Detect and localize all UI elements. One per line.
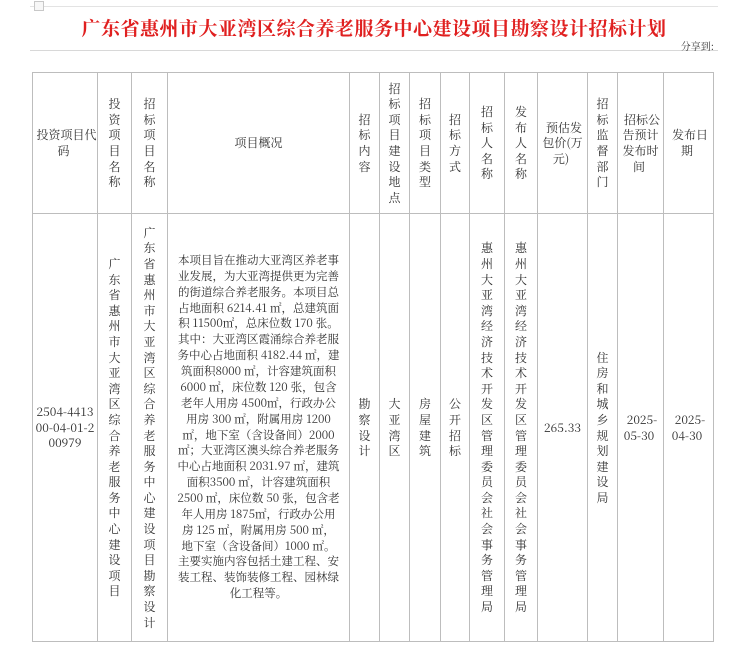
header-location: 招标项目建设地点: [380, 73, 410, 214]
cell-supervisor: 住房和城乡规划建设局: [588, 214, 618, 642]
table-row: [33, 214, 714, 642]
header-supervisor: 招标监督部门: [588, 73, 618, 214]
cell-estimate: 265.33: [538, 214, 588, 642]
header-publisher: 发布人名称: [505, 73, 538, 214]
cell-publisher: 惠州大亚湾经济技术开发区管理委员会社会事务管理局: [505, 214, 538, 642]
broken-image-icon: [34, 1, 44, 11]
header-notice-date: 招标公告预计发布时间: [618, 73, 664, 214]
header-investment-code: 投资项目代码: [33, 73, 98, 214]
header-tender-name: 招标项目名称: [132, 73, 168, 214]
cell-method: 公开招标: [441, 214, 470, 642]
share-link[interactable]: 分享到:: [680, 38, 714, 53]
header-publish-date: 发布日期: [664, 73, 714, 214]
cell-investment-name: 广东省惠州市大亚湾区综合养老服务中心建设项目: [98, 214, 132, 642]
cell-publish-date: 2025-04-30: [664, 214, 714, 642]
cell-location: 大亚湾区: [380, 214, 410, 642]
cell-tender-name: 广东省惠州市大亚湾区综合养老服务中心建设项目勘察设计: [132, 214, 168, 642]
cell-notice-date: 2025-05-30: [618, 214, 664, 642]
cell-investment-code: 2504-441300-04-01-200979: [33, 214, 98, 642]
top-divider: [30, 6, 718, 7]
table-header-row: [33, 73, 714, 214]
cell-content: 勘察设计: [350, 214, 380, 642]
header-estimate: 预估发包价(万元): [538, 73, 588, 214]
header-overview: 项目概况: [168, 73, 350, 214]
header-method: 招标方式: [441, 73, 470, 214]
cell-type: 房屋建筑: [410, 214, 441, 642]
header-type: 招标项目类型: [410, 73, 441, 214]
title-divider: [30, 50, 718, 51]
tender-plan-table: [32, 72, 714, 642]
page-title: 广东省惠州市大亚湾区综合养老服务中心建设项目勘察设计招标计划: [81, 14, 667, 41]
header-tenderer: 招标人名称: [470, 73, 505, 214]
header-content: 招标内容: [350, 73, 380, 214]
cell-overview: 本项目旨在推动大亚湾区养老事业发展，为大亚湾提供更为完善的街道综合养老服务。本项目总占地面积 6214.41 ㎡，总建筑面积 11500㎡，总床位数 170 张。其中：大亚湾区霞涌综合养老服务中心占地面积 4182.44 ㎡，建筑面积8000 ㎡，计容建筑面积 6000 ㎡，床位数 120 张，包含老年人用房 4500㎡，行政办公用房 300 ㎡，附属用房 1200 ㎡，地下室（含设备间）2000㎡；大亚湾区澳头综合养老服务中心占地面积 2031.97 ㎡，建筑面积3500 ㎡，计容建筑面积 2500 ㎡，床位数 50 张，包含老年人用房 1875㎡，行政办公用房 125 ㎡，附属用房 500 ㎡，地下室（含设备间）1000 ㎡。主要实施内容包括土建工程、安装工程、装饰装修工程、园林绿化工程等。: [168, 214, 350, 642]
cell-tenderer: 惠州大亚湾经济技术开发区管理委员会社会事务管理局: [470, 214, 505, 642]
header-investment-name: 投资项目名称: [98, 73, 132, 214]
